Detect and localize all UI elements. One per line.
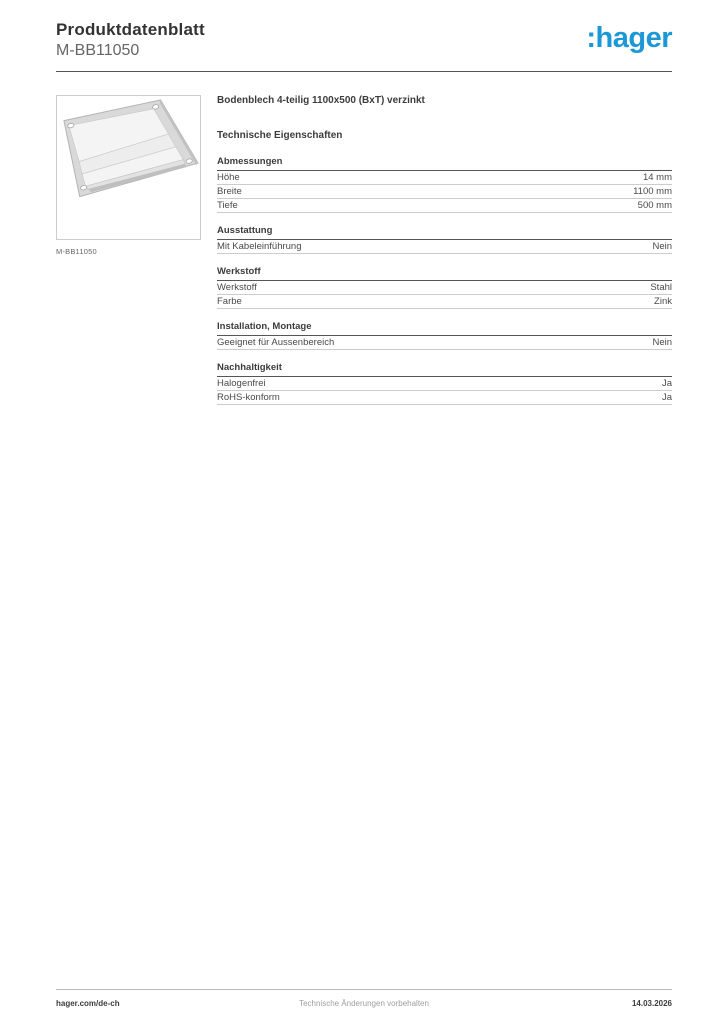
spec-section <box>217 225 672 254</box>
product-figure <box>56 95 201 405</box>
footer-date: 14.03.2026 <box>631 999 672 1008</box>
header <box>56 20 672 60</box>
spec-value: Ja <box>661 392 672 403</box>
spec-row <box>217 281 672 295</box>
spec-section <box>217 266 672 309</box>
spec-row <box>217 171 672 185</box>
spec-row <box>217 199 672 213</box>
spec-label: Tiefe <box>217 200 238 211</box>
footer-disclaimer: Technische Änderungen vorbehalten <box>299 999 429 1008</box>
specs-column <box>217 95 672 405</box>
hager-logo: :hager <box>586 22 672 54</box>
product-image-frame <box>56 95 201 240</box>
spec-section <box>217 362 672 405</box>
spec-value: Nein <box>652 337 672 348</box>
spec-label: RoHS-konform <box>217 392 280 403</box>
footer <box>56 989 672 1008</box>
spec-value: Zink <box>654 296 672 307</box>
spec-value: Ja <box>661 378 672 389</box>
footer-website-link[interactable]: hager.com/de-ch <box>56 999 120 1008</box>
spec-label: Halogenfrei <box>217 378 266 389</box>
spec-label: Geeignet für Aussenbereich <box>217 337 335 348</box>
product-title: Bodenblech 4-teilig 1100x500 (BxT) verzinkt <box>217 95 425 106</box>
spec-label: Werkstoff <box>217 282 257 293</box>
spec-section <box>217 321 672 350</box>
spec-value: Nein <box>652 241 672 252</box>
spec-section <box>217 156 672 213</box>
main-content <box>56 95 672 405</box>
spec-sections <box>217 156 672 405</box>
spec-row <box>217 336 672 350</box>
spec-row <box>217 185 672 199</box>
spec-row <box>217 295 672 309</box>
spec-value: 1100 mm <box>633 186 672 197</box>
product-image-caption: M-BB11050 <box>56 247 97 256</box>
spec-value: Stahl <box>650 282 672 293</box>
product-image <box>57 96 200 239</box>
spec-value: 500 mm <box>637 200 672 211</box>
document-reference: M-BB11050 <box>56 42 140 59</box>
header-divider <box>56 71 672 72</box>
spec-row <box>217 240 672 254</box>
spec-section-title: Nachhaltigkeit <box>217 362 672 377</box>
document-title: Produktdatenblatt <box>56 20 205 39</box>
spec-label: Breite <box>217 186 242 197</box>
spec-section-title: Werkstoff <box>217 266 672 281</box>
specs-heading: Technische Eigenschaften <box>217 130 343 141</box>
spec-label: Farbe <box>217 296 242 307</box>
spec-section-title: Ausstattung <box>217 225 672 240</box>
spec-section-title: Installation, Montage <box>217 321 672 336</box>
spec-label: Mit Kabeleinführung <box>217 241 302 252</box>
spec-value: 14 mm <box>642 172 672 183</box>
spec-section-title: Abmessungen <box>217 156 672 171</box>
spec-row <box>217 377 672 391</box>
spec-row <box>217 391 672 405</box>
spec-label: Höhe <box>217 172 240 183</box>
